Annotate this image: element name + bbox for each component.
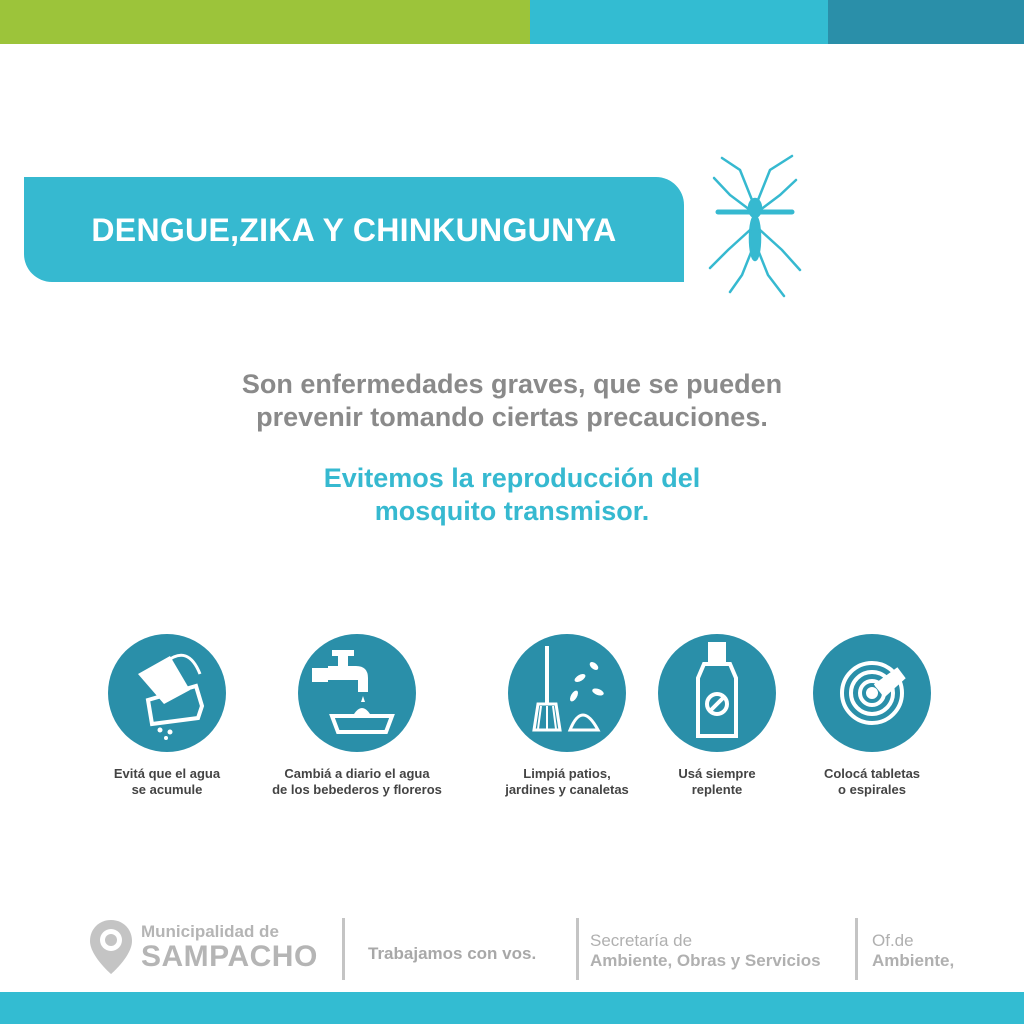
tip-bebederos	[247, 634, 467, 798]
coil-icon	[813, 634, 931, 752]
tip-caption-line-1: Limpiá patios,	[523, 766, 611, 781]
top-bar-cyan	[530, 0, 828, 44]
top-bar-teal	[828, 0, 1024, 44]
tip-caption-line-1: Colocá tabletas	[823, 766, 921, 781]
tip-espirales	[762, 634, 982, 798]
secretaria-label: Secretaría de	[590, 931, 693, 950]
office-name: Ambiente,	[872, 951, 955, 970]
call-to-action	[112, 462, 912, 528]
tip-caption-line-2: o espirales	[838, 782, 906, 797]
intro-text	[112, 368, 912, 434]
office-label: Of.de	[872, 931, 914, 950]
tip-caption-line-2: de los bebederos y floreros	[272, 782, 442, 797]
secretaria-name: Ambiente, Obras y Servicios	[590, 951, 821, 970]
municipality-label: Municipalidad de	[141, 922, 279, 941]
bucket-icon	[108, 634, 226, 752]
spray-icon	[658, 634, 776, 752]
location-pin-logo-icon	[88, 918, 134, 976]
municipality-name: SAMPACHO	[141, 940, 318, 973]
footer-divider	[855, 918, 858, 980]
bottom-bar	[0, 992, 1024, 1024]
tip-caption-line-1: Usá siempre	[678, 766, 756, 781]
footer-divider	[342, 918, 345, 980]
intro-line-1: Son enfermedades graves, que se pueden	[241, 369, 783, 399]
title-banner	[24, 177, 684, 282]
top-bar-green	[0, 0, 530, 44]
footer-divider	[576, 918, 579, 980]
tip-caption-line-1: Evitá que el agua	[113, 766, 221, 781]
intro-line-2: prevenir tomando ciertas precauciones.	[256, 402, 768, 432]
tip-caption-line-2: se acumule	[131, 782, 203, 797]
cta-line-2: mosquito transmisor.	[374, 496, 650, 526]
faucet-icon	[298, 634, 416, 752]
mosquito-icon	[700, 150, 810, 300]
tip-water	[57, 634, 277, 798]
page-title: DENGUE,ZIKA Y CHINKUNGUNYA	[91, 212, 617, 248]
cta-line-1: Evitemos la reproducción del	[323, 463, 701, 493]
footer-slogan: Trabajamos con vos.	[368, 944, 537, 963]
tip-caption-line-2: replente	[691, 782, 743, 797]
tip-caption-line-1: Cambiá a diario el agua	[284, 766, 430, 781]
tip-caption-line-2: jardines y canaletas	[505, 782, 629, 797]
